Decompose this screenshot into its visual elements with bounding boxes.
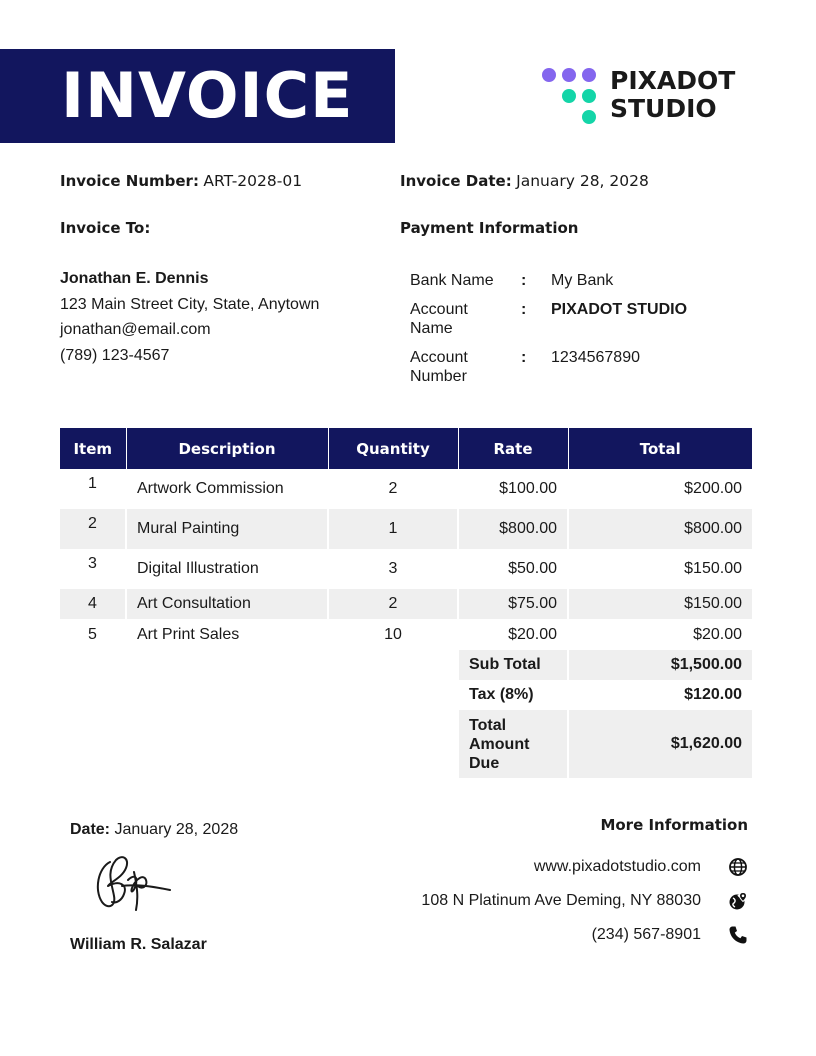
payment-separator: : (521, 272, 527, 289)
client-phone: (789) 123-4567 (60, 346, 170, 364)
cell-total: $150.00 (568, 589, 752, 619)
column-header-item: Item (60, 428, 126, 469)
total-due-value: $1,620.00 (568, 710, 752, 778)
cell-quantity: 2 (328, 469, 458, 509)
cell-quantity: 10 (328, 619, 458, 650)
payment-key: Account Number (410, 349, 468, 385)
cell-total: $20.00 (568, 619, 752, 650)
contact-website (534, 857, 748, 877)
payment-separator: : (521, 301, 527, 318)
phone-icon (728, 925, 748, 945)
cell-description: Art Print Sales (126, 619, 328, 650)
cell-quantity: 2 (328, 589, 458, 619)
cell-item: 3 (88, 555, 97, 572)
column-header-total: Total (568, 428, 752, 469)
logo-wordmark (610, 67, 735, 123)
contact-phone (592, 925, 748, 945)
spacer-cell (60, 650, 458, 680)
cell-rate: $800.00 (458, 509, 568, 549)
cell-rate: $75.00 (458, 589, 568, 619)
handwritten-signature (92, 850, 174, 916)
globe-icon (728, 857, 748, 877)
invoice-date-label: Invoice Date: (400, 172, 512, 190)
invoice-title-banner (0, 49, 395, 143)
payment-info-heading (400, 218, 578, 239)
total-due-label-line-1: Total (469, 716, 507, 734)
spacer-cell (60, 680, 458, 710)
column-header-rate: Rate (458, 428, 568, 469)
cell-item: 1 (88, 475, 97, 492)
invoice-to-label: Invoice To: (60, 219, 151, 237)
table-row (60, 549, 752, 589)
table-header-row (60, 428, 752, 469)
cell-description: Mural Painting (126, 509, 328, 549)
spacer-cell (60, 710, 458, 778)
invoice-date (400, 171, 649, 192)
cell-quantity: 1 (328, 509, 458, 549)
total-due-row (60, 710, 752, 778)
company-logo (540, 66, 740, 128)
subtotal-label: Sub Total (458, 650, 568, 680)
cell-description: Artwork Commission (126, 469, 328, 509)
cell-item: 4 (60, 589, 126, 619)
payment-key: Account Name (410, 301, 468, 337)
column-header-description: Description (126, 428, 328, 469)
payment-info-label: Payment Information (400, 219, 579, 237)
payment-value: PIXADOT STUDIO (551, 301, 688, 318)
logo-line-2: STUDIO (610, 94, 717, 123)
cell-rate: $100.00 (458, 469, 568, 509)
table-row (60, 619, 752, 650)
client-email: jonathan@email.com (60, 321, 211, 338)
payment-key: Bank Name (410, 272, 494, 289)
phone-text: (234) 567-8901 (591, 926, 701, 943)
more-info-heading: More Information (600, 816, 748, 834)
line-items-table (60, 428, 752, 778)
subtotal-row (60, 650, 752, 680)
logo-line-1: PIXADOT (610, 66, 736, 95)
total-due-label-line-2: Amount (469, 735, 530, 753)
tax-row (60, 680, 752, 710)
tax-label: Tax (8%) (458, 680, 568, 710)
signature-date (70, 821, 238, 839)
cell-total: $800.00 (568, 509, 752, 549)
cell-description: Art Consultation (126, 589, 328, 619)
invoice-number (60, 171, 302, 192)
cell-rate: $20.00 (458, 619, 568, 650)
payment-value: 1234567890 (551, 349, 640, 366)
total-due-label-line-3: Due (469, 754, 500, 772)
subtotal-value: $1,500.00 (568, 650, 752, 680)
cell-total: $150.00 (568, 549, 752, 589)
bill-to-block (60, 266, 319, 368)
table-row (60, 509, 752, 549)
invoice-date-value: January 28, 2028 (516, 172, 649, 190)
cell-total: $200.00 (568, 469, 752, 509)
column-header-quantity: Quantity (328, 428, 458, 469)
client-address: 123 Main Street City, State, Anytown (60, 295, 320, 313)
signer-name: William R. Salazar (70, 936, 207, 953)
invoice-number-label: Invoice Number: (60, 172, 199, 190)
total-due-label (458, 710, 568, 778)
client-name: Jonathan E. Dennis (60, 270, 209, 287)
cell-description: Digital Illustration (126, 549, 328, 589)
map-pin-globe-icon (728, 891, 748, 911)
invoice-to-heading (60, 218, 150, 239)
website-text[interactable]: www.pixadotstudio.com (533, 858, 701, 875)
payment-separator: : (521, 349, 527, 366)
tax-value: $120.00 (568, 680, 752, 710)
signature-date-label: Date: (70, 821, 111, 838)
contact-address (421, 891, 748, 911)
table-row (60, 589, 752, 619)
payment-value: My Bank (551, 272, 614, 289)
address-text: 108 N Platinum Ave Deming, NY 88030 (421, 892, 701, 909)
cell-item: 5 (88, 625, 97, 643)
cell-quantity: 3 (328, 549, 458, 589)
signature-date-value: January 28, 2028 (114, 821, 239, 838)
cell-rate: $50.00 (458, 549, 568, 589)
invoice-title: INVOICE (61, 59, 354, 132)
table-row (60, 469, 752, 509)
invoice-number-value: ART-2028-01 (203, 172, 303, 190)
cell-item: 2 (60, 509, 126, 549)
